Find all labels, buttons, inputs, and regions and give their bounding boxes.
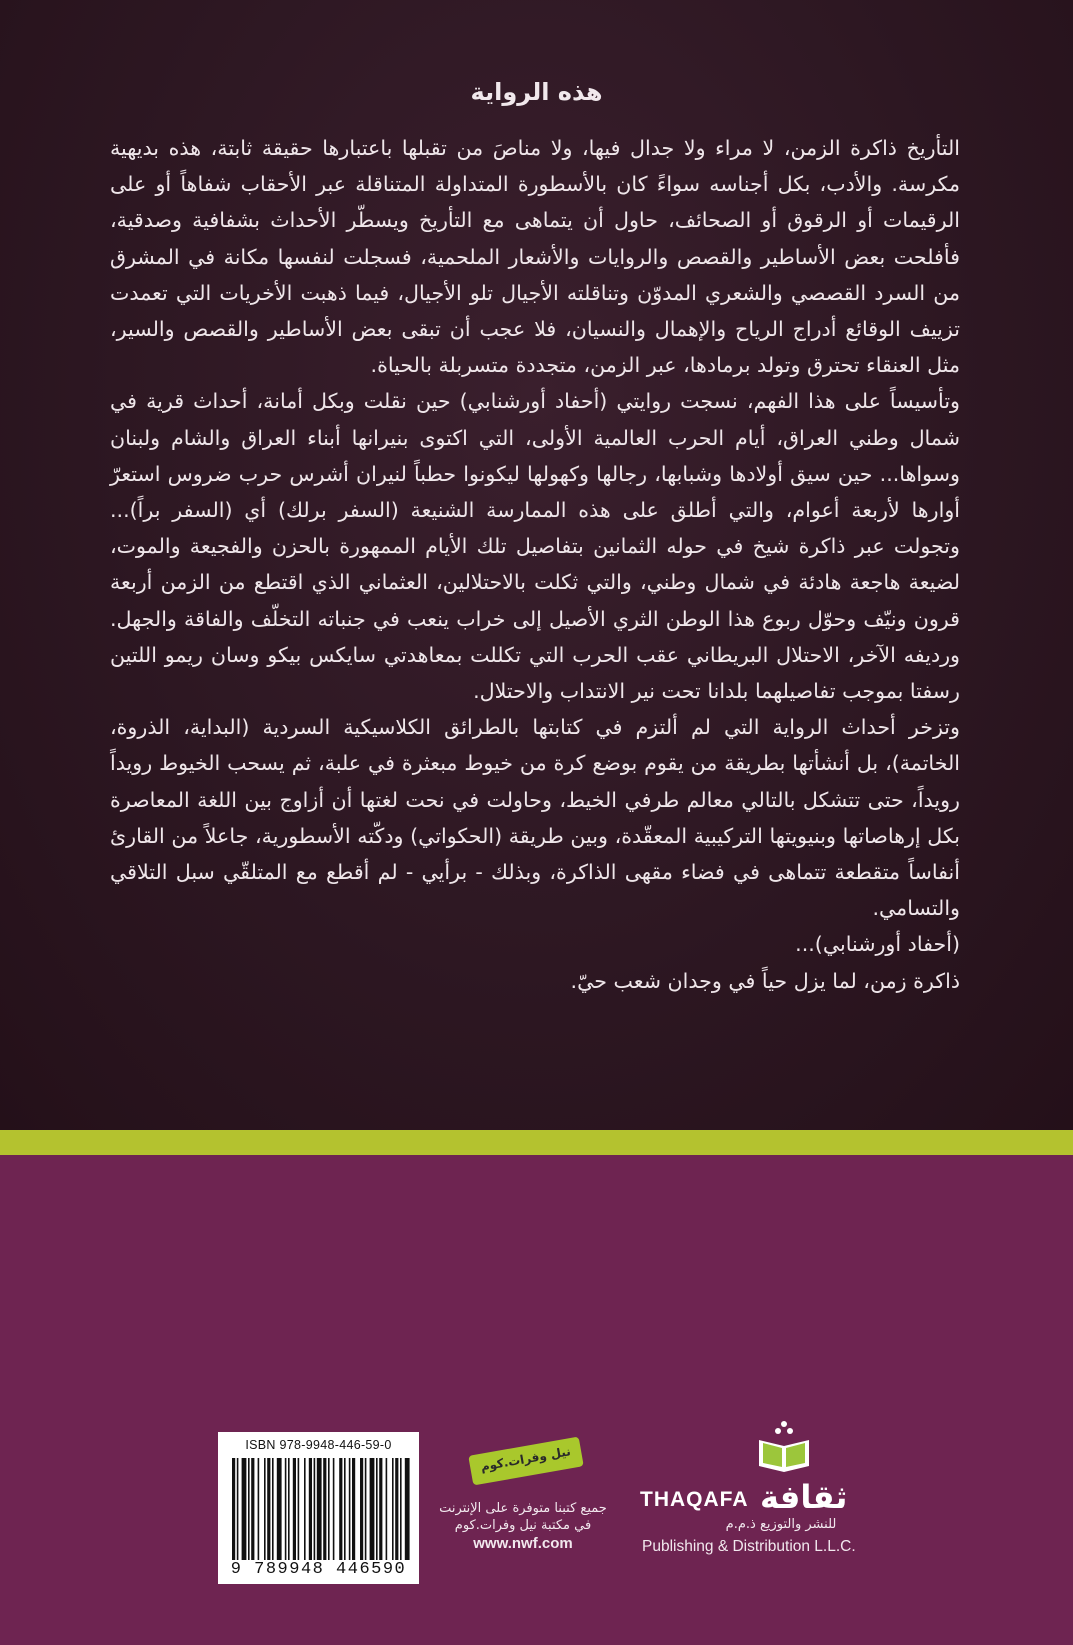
barcode-bar bbox=[258, 1458, 260, 1560]
barcode-bar bbox=[293, 1458, 296, 1560]
paragraph: التأريخ ذاكرة الزمن، لا مراء ولا جدال فيها، ولا مناصَ من تقبلها باعتبارها حقيقة ثابتة، هذه بديهية مكرسة. والأدب، بكل أجناسه سواءً كان بالأسطورة المتداولة المتناقلة عبر الأحقاب شفاهاً أو على الرقيمات أو الرقوق أو الصحائف، حاول أن يتماهى مع التأريخ ويسطّر الأحداث بشفافية وصدقية، فأفلحت بعض الأساطير والقصص والروايات والأشعار الملحمية، فسجلت لنفسها مكانة في المشرق من السرد القصصي والشعري المدوّن وتناقلته الأجيال تلو الأجيال، فيما ذهبت الأخريات التي تعمدت تزييف الوقائع أدراج الرياح والإهمال والنسيان، فلا عجب أن تبقى بعض الأساطير والقصص والسير، مثل العنقاء تحترق وتولد برمادها، عبر الزمن، متجددة متسربلة بالحياة. bbox=[110, 136, 960, 378]
blurb-text bbox=[110, 130, 960, 999]
paragraph: ذاكرة زمن، لما يزل حياً في وجدان شعب حيّ. bbox=[570, 968, 960, 993]
distributor-line-1: جميع كتبنا متوفرة على الإنترنت bbox=[439, 1501, 607, 1516]
barcode-bar bbox=[349, 1458, 351, 1560]
barcode bbox=[218, 1432, 419, 1584]
barcode-bar bbox=[298, 1458, 300, 1560]
barcode-bar bbox=[248, 1458, 250, 1560]
publisher-subtitle-english: Publishing & Distribution L.L.C. bbox=[642, 1538, 856, 1555]
barcode-bar bbox=[272, 1458, 274, 1560]
distributor-url[interactable]: www.nwf.com bbox=[473, 1535, 573, 1552]
barcode-bar bbox=[370, 1458, 375, 1560]
bottom-panel bbox=[0, 1155, 1073, 1645]
accent-band bbox=[0, 1130, 1073, 1155]
barcode-bar bbox=[314, 1458, 316, 1560]
barcode-bar bbox=[242, 1458, 247, 1560]
barcode-bar bbox=[376, 1458, 378, 1560]
distributor-line-2: في مكتبة نيل وفرات.كوم bbox=[454, 1518, 592, 1533]
barcode-bar bbox=[277, 1458, 282, 1560]
isbn-label: ISBN 978-9948-446-59-0 bbox=[245, 1438, 392, 1452]
barcode-bar bbox=[267, 1458, 270, 1560]
barcode-bar bbox=[288, 1458, 290, 1560]
barcode-bar bbox=[344, 1458, 346, 1560]
paragraph: وتزخر أحداث الرواية التي لم ألتزم في كتابتها بالطرائق الكلاسيكية السردية (البداية، الذروة، الخاتمة)، بل أنشأتها بطريقة من يقوم بوضع كرة من خيوط مبعثرة في علبة، ثم يسحب الخيوط رويداً رويداً، حتى تتشكل بالتالي معالم طرفي الخيط، وحاولت في نحت لغتها أن أزاوج بين اللغة المعاصرة بكل إرهاصاتها وبنيويتها التركيبية المعقّدة، وبين طريقة (الحكواتي) ودكّته الأسطورية، جاعلاً من القارئ أنفاساً متقطعة تتماهى في فضاء مقهى الذاكرة، وبذلك - برأيي - لم أقطع مع المتلقّي سبل التلاقي والتسامي. bbox=[110, 715, 960, 921]
barcode-bar bbox=[251, 1458, 254, 1560]
book-logo-icon bbox=[755, 1420, 813, 1472]
barcode-bar bbox=[317, 1458, 322, 1560]
barcode-bar bbox=[360, 1458, 363, 1560]
barcode-bar bbox=[304, 1458, 306, 1560]
barcode-bar bbox=[232, 1458, 235, 1560]
barcode-bar bbox=[379, 1458, 382, 1560]
barcode-bar bbox=[264, 1458, 266, 1560]
publisher-name-latin: THAQAFA bbox=[640, 1488, 749, 1511]
barcode-bar bbox=[392, 1458, 394, 1560]
barcode-digits: 9 789948 446590 bbox=[230, 1560, 407, 1579]
barcode-bar bbox=[328, 1458, 330, 1560]
paragraph: وتأسيساً على هذا الفهم، نسجت روايتي (أحفاد أورشنابي) حين نقلت وبكل أمانة، أحداث قرية في شمال وطني العراق، أيام الحرب العالمية الأولى، التي اكتوى بنيرانها أبناء العراق والشام ولبنان وسواها... حين سيق أولادها وشبابها، رجالها وكهولها ليكونوا حطباً لنيران أشرس حرب ضروس استعرّ أوارها لأربعة أعوام، والتي أطلق على هذه الممارسة الشنيعة (السفر برلك) أي (السفر براً)... وتجولت عبر ذاكرة شيخ في حوله الثمانين بتفاصيل تلك الأيام الممهورة بالحزن والفجيعة والموت، لضيعة هاجعة هادئة في شمال وطني، والتي ثكلت بالاحتلالين، العثماني الذي اقتطع من الزمن أربعة قرون ونيّف وحوّل ربوع هذا الوطن الثري الأصيل إلى خراب ينعب في جنباته التخلّف والفاقة والجهل. ورديفه الآخر، الاحتلال البريطاني عقب الحرب التي تكللت بمعاهدتي سايكس بيكو وسان ريمو اللتين رسفتا بموجب تفاصيلهما بلدانا تحت نير الانتداب والاحتلال. bbox=[110, 389, 960, 704]
publisher-name-arabic: ثقافة bbox=[760, 1478, 848, 1516]
barcode-bars bbox=[232, 1458, 412, 1560]
nwf-tag-label: نيل وفرات.كوم bbox=[479, 1444, 572, 1474]
barcode-bar bbox=[339, 1458, 342, 1560]
publisher-subtitle-arabic: للنشر والتوزيع ذ.م.م bbox=[725, 1517, 837, 1532]
barcode-bar bbox=[400, 1458, 402, 1560]
barcode-bar bbox=[323, 1458, 326, 1560]
barcode-bar bbox=[386, 1458, 388, 1560]
page-title: هذه الرواية bbox=[470, 78, 603, 106]
barcode-bar bbox=[405, 1458, 410, 1560]
distributor-text bbox=[428, 1500, 618, 1534]
barcode-bar bbox=[395, 1458, 398, 1560]
barcode-bar bbox=[365, 1458, 367, 1560]
barcode-bar bbox=[309, 1458, 312, 1560]
barcode-bar bbox=[352, 1458, 355, 1560]
barcode-bar bbox=[285, 1458, 287, 1560]
barcode-bar bbox=[237, 1458, 239, 1560]
barcode-bar bbox=[333, 1458, 335, 1560]
paragraph: (أحفاد أورشنابي)... bbox=[795, 932, 960, 957]
